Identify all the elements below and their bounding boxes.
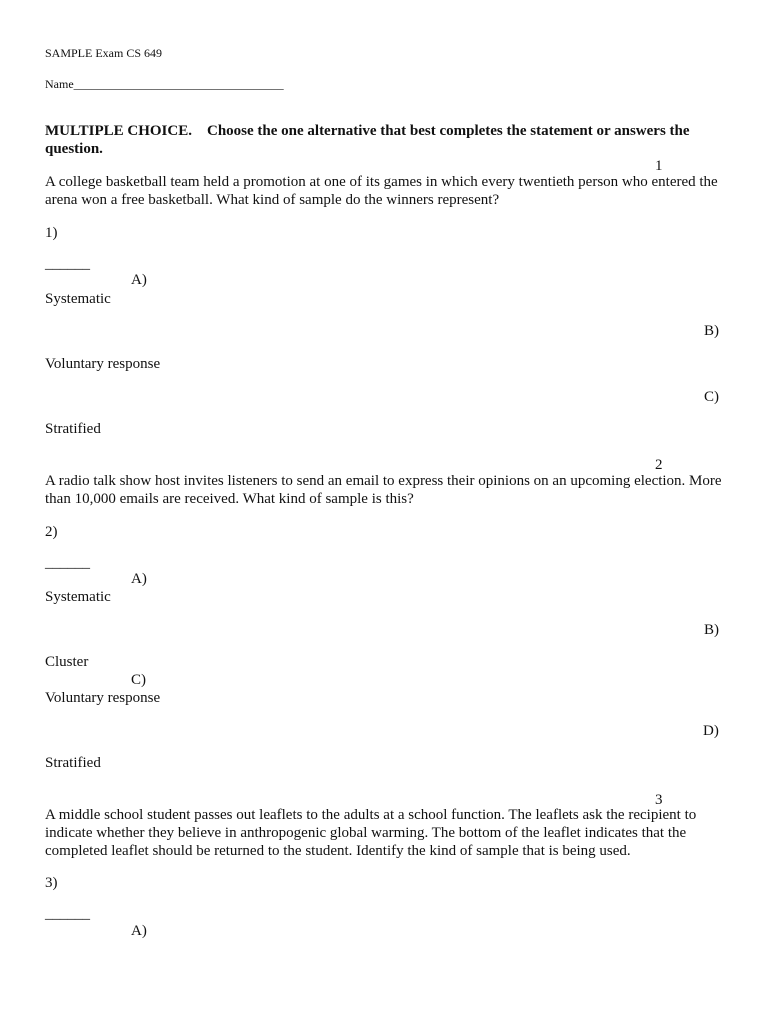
question-text: A middle school student passes out leaflets to the adults at a school function. The leaflets ask the recipient to indicate whether they believe in anthropogenic global warming. The bottom of the leaflet indicates that the completed leaflet should be returned to the student. Identify the kind of sample that is being used. (45, 807, 697, 859)
question-number-label: 3) (45, 875, 58, 891)
exam-title: SAMPLE Exam CS 649 (45, 46, 163, 60)
option-text: Stratified (45, 421, 101, 437)
option-label[interactable]: B) (704, 323, 719, 339)
option-label[interactable]: A) (131, 571, 147, 587)
question-number-label: 2) (45, 524, 58, 540)
answer-blank[interactable]: ______ (45, 555, 90, 571)
name-field-label: Name___________________________________ (45, 77, 284, 91)
option-text: Voluntary response (45, 690, 161, 706)
answer-blank[interactable]: ______ (45, 256, 90, 272)
question-number-label: 1) (45, 225, 58, 241)
question-number: 3 (655, 792, 663, 808)
option-label[interactable]: A) (131, 923, 147, 939)
instructions-text: Choose the one alternative that best completes the statement or answers the question. (45, 123, 690, 157)
question-number: 2 (655, 457, 663, 473)
option-label[interactable]: D) (703, 723, 719, 739)
question-text: A college basketball team held a promotion at one of its games in which every twentieth person who entered the arena won a free basketball. What kind of sample do the winners represent? (45, 174, 718, 208)
option-label[interactable]: A) (131, 272, 147, 288)
question-number: 1 (655, 158, 663, 174)
option-label[interactable]: C) (704, 389, 719, 405)
option-text: Systematic (45, 589, 111, 605)
question-text: A radio talk show host invites listeners to send an email to express their opinions on an upcoming election. More than 10,000 emails are received. What kind of sample is this? (45, 473, 722, 507)
option-text: Stratified (45, 755, 101, 771)
option-label[interactable]: C) (131, 672, 146, 688)
instructions-heading: MULTIPLE CHOICE. (45, 123, 192, 139)
option-text: Systematic (45, 291, 111, 307)
option-text: Cluster (45, 654, 89, 670)
instructions (45, 122, 715, 158)
answer-blank[interactable]: ______ (45, 906, 90, 922)
option-label[interactable]: B) (704, 622, 719, 638)
option-text: Voluntary response (45, 356, 161, 372)
